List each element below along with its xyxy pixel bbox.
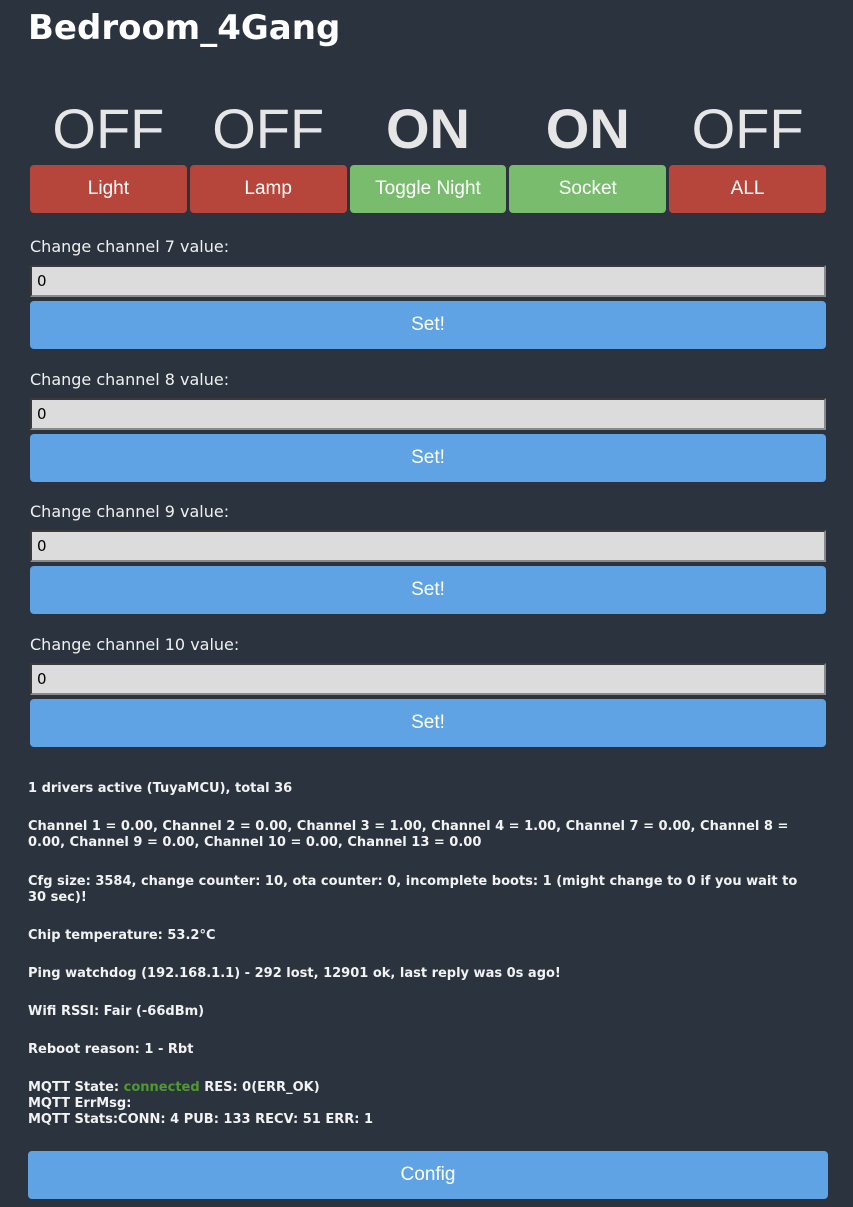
channel-8-set-button[interactable]: Set! xyxy=(30,434,826,482)
channel-7-label: Change channel 7 value: xyxy=(30,237,230,256)
channel-9-form xyxy=(30,500,826,614)
all-toggle-button[interactable]: ALL xyxy=(669,165,826,213)
all-state: OFF xyxy=(691,97,804,160)
temperature-status: Chip temperature: 53.2°C xyxy=(28,928,216,943)
channel-7-input[interactable] xyxy=(30,265,826,297)
mqtt-stats-line: MQTT Stats:CONN: 4 PUB: 133 RECV: 51 ERR: 1 xyxy=(28,1112,373,1127)
mqtt-errmsg-line: MQTT ErrMsg: xyxy=(28,1096,132,1111)
reboot-status: Reboot reason: 1 - Rbt xyxy=(28,1042,194,1057)
cfg-status: Cfg size: 3584, change counter: 10, ota counter: 0, incomplete boots: 1 (might change to 0 if you wait to 30 sec)! xyxy=(28,874,798,905)
light-state: OFF xyxy=(52,97,165,160)
channel-7-set-button[interactable]: Set! xyxy=(30,301,826,349)
channel-7-form xyxy=(30,235,826,349)
channel-8-input[interactable] xyxy=(30,398,826,430)
socket-state: ON xyxy=(545,97,630,160)
mqtt-connected-text: connected xyxy=(123,1080,200,1095)
config-button[interactable]: Config xyxy=(28,1151,828,1199)
lamp-toggle-button[interactable]: Lamp xyxy=(190,165,347,213)
light-toggle-button[interactable]: Light xyxy=(30,165,187,213)
channel-10-label: Change channel 10 value: xyxy=(30,635,240,654)
socket-toggle-button[interactable]: Socket xyxy=(509,165,666,213)
channel-9-input[interactable] xyxy=(30,530,826,562)
channel-values-status: Channel 1 = 0.00, Channel 2 = 0.00, Channel 3 = 1.00, Channel 4 = 1.00, Channel 7 = 0.00, Channel 8 = 0.00, Channel 9 = 0.00, Channel 10 = 0.00, Channel 13 = 0.00 xyxy=(28,819,789,850)
page-title: Bedroom_4Gang xyxy=(28,8,341,48)
ping-status: Ping watchdog (192.168.1.1) - 292 lost, 12901 ok, last reply was 0s ago! xyxy=(28,966,561,981)
toggle-button-row xyxy=(30,165,826,213)
wifi-status: Wifi RSSI: Fair (-66dBm) xyxy=(28,1004,205,1019)
mqtt-state-line xyxy=(28,1080,818,1096)
toggle-state-row xyxy=(30,96,826,162)
lamp-state: OFF xyxy=(212,97,325,160)
channel-9-label: Change channel 9 value: xyxy=(30,502,230,521)
toggle-night-state: ON xyxy=(385,97,470,160)
channel-9-set-button[interactable]: Set! xyxy=(30,566,826,614)
drivers-status: 1 drivers active (TuyaMCU), total 36 xyxy=(28,781,293,796)
channel-8-label: Change channel 8 value: xyxy=(30,370,230,389)
mqtt-status xyxy=(28,1080,818,1128)
channel-10-form xyxy=(30,633,826,747)
mqtt-state-label: MQTT State: xyxy=(28,1080,124,1095)
channel-10-set-button[interactable]: Set! xyxy=(30,699,826,747)
channel-10-input[interactable] xyxy=(30,663,826,695)
toggle-night-button[interactable]: Toggle Night xyxy=(350,165,507,213)
mqtt-res-text: RES: 0(ERR_OK) xyxy=(199,1080,320,1095)
channel-8-form xyxy=(30,368,826,482)
